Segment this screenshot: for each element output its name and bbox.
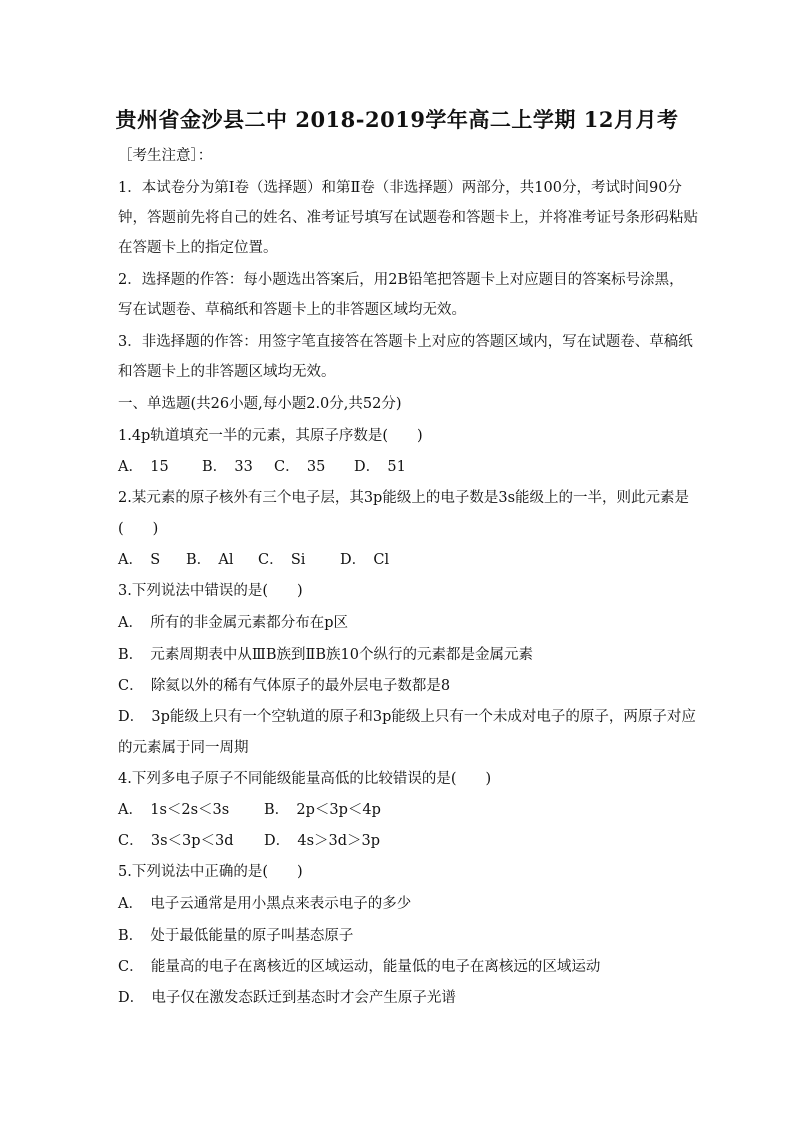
question-3-stem: 3.下列说法中错误的是( ) xyxy=(118,583,303,599)
question-4-option-a: A． 1s＜2s＜3s xyxy=(118,802,230,818)
notice-item-2-line-2: 写在试题卷、草稿纸和答题卡上的非答题区域均无效。 xyxy=(118,302,466,318)
question-5-stem: 5.下列说法中正确的是( ) xyxy=(118,864,303,880)
question-1-option-a: A． 15 xyxy=(118,459,169,475)
question-1-option-b: B． 33 xyxy=(202,459,253,475)
question-5-option-d: D． 电子仅在激发态跃迁到基态时才会产生原子光谱 xyxy=(118,990,456,1006)
question-2-options xyxy=(118,550,389,570)
notice-heading: ［考生注意］： xyxy=(118,148,213,164)
question-2-stem-line-1: 2.某元素的原子核外有三个电子层，其3p能级上的电子数是3s能级上的一半，则此元素是 xyxy=(118,490,690,506)
question-1-option-c: C． 35 xyxy=(274,459,326,475)
question-4-options-row-2 xyxy=(118,831,380,851)
question-4-option-b: B． 2p＜3p＜4p xyxy=(264,802,381,818)
notice-item-1-line-2: 钟，答题前先将自己的姓名、准考证号填写在试题卷和答题卡上，并将准考证号条形码粘贴 xyxy=(118,210,698,226)
question-3-option-b: B． 元素周期表中从ⅢB族到ⅡB族10个纵行的元素都是金属元素 xyxy=(118,647,534,663)
notice-item-2-line-1: 2．选择题的作答：每小题选出答案后，用2B铅笔把答题卡上对应题目的答案标号涂黑， xyxy=(118,272,684,288)
question-3-option-a: A． 所有的非金属元素都分布在p区 xyxy=(118,615,349,631)
question-4-option-d: D． 4s＞3d＞3p xyxy=(264,833,381,849)
page-title: 贵州省金沙县二中 2018-2019学年高二上学期 12月月考 xyxy=(115,107,679,132)
question-4-options-row-1 xyxy=(118,800,381,820)
question-2-option-a: A． S xyxy=(118,552,161,568)
notice-item-3-line-2: 和答题卡上的非答题区域均无效。 xyxy=(118,364,336,380)
question-3-option-d-line-1: D． 3p能级上只有一个空轨道的原子和3p能级上只有一个未成对电子的原子，两原子对应 xyxy=(118,709,696,725)
question-5-option-c: C． 能量高的电子在离核近的区域运动，能量低的电子在离核远的区域运动 xyxy=(118,959,601,975)
question-4-stem: 4.下列多电子原子不同能级能量高低的比较错误的是( ) xyxy=(118,771,492,787)
question-1-stem: 1.4p轨道填充一半的元素，其原子序数是( ) xyxy=(118,428,423,444)
question-3-option-c: C． 除氦以外的稀有气体原子的最外层电子数都是8 xyxy=(118,678,451,694)
question-5-option-b: B． 处于最低能量的原子叫基态原子 xyxy=(118,928,354,944)
notice-item-1-line-1: 1．本试卷分为第Ⅰ卷（选择题）和第Ⅱ卷（非选择题）两部分，共100分，考试时间90分 xyxy=(118,180,682,196)
notice-item-1-line-3: 在答题卡上的指定位置。 xyxy=(118,240,278,256)
question-2-option-b: B． Al xyxy=(186,552,234,568)
question-4-option-c: C． 3s＜3p＜3d xyxy=(118,833,234,849)
question-1-option-d: D． 51 xyxy=(354,459,406,475)
section-heading: 一、单选题(共26小题,每小题2.0分,共52分) xyxy=(118,396,402,412)
question-1-options xyxy=(118,457,406,477)
question-3-option-d-line-2: 的元素属于同一周期 xyxy=(118,740,249,756)
question-5-option-a: A． 电子云通常是用小黑点来表示电子的多少 xyxy=(118,896,412,912)
question-2-option-c: C． Si xyxy=(258,552,306,568)
question-2-option-d: D． Cl xyxy=(340,552,390,568)
notice-item-3-line-1: 3．非选择题的作答：用签字笔直接答在答题卡上对应的答题区域内，写在试题卷、草稿纸 xyxy=(118,334,693,350)
question-2-stem-line-2: ( ) xyxy=(118,521,159,537)
